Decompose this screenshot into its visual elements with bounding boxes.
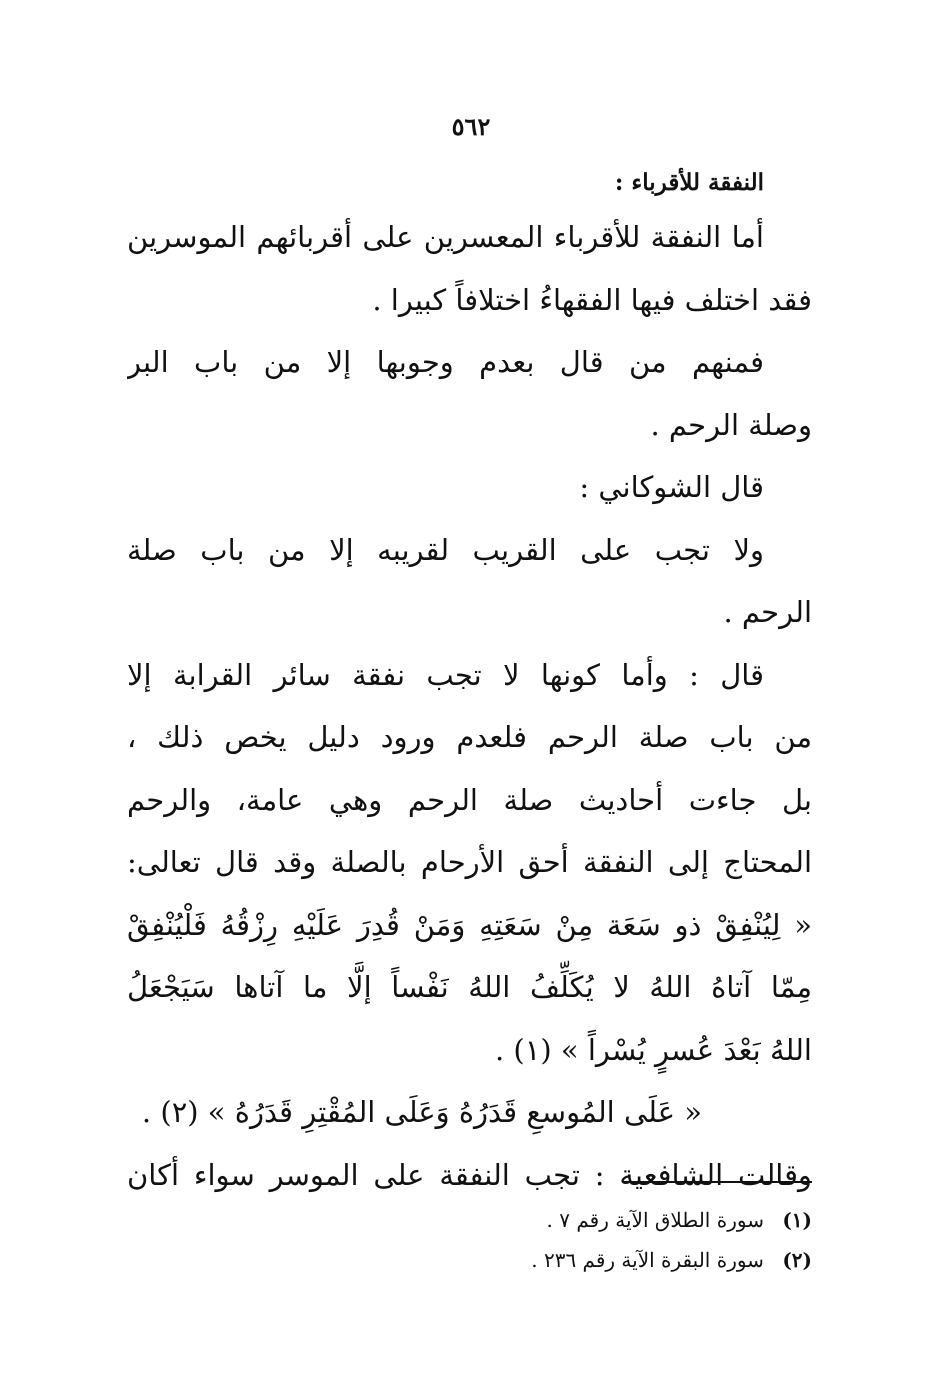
text-line: الرحم . bbox=[723, 595, 812, 629]
footnotes bbox=[127, 1200, 812, 1280]
text-line: قال الشوكاني : bbox=[579, 470, 764, 504]
text-line: وقالت الشافعية : تجب النفقة على الموسر سواء أكان bbox=[127, 1157, 812, 1192]
page-number: ٥٦٢ bbox=[451, 112, 491, 141]
footnote bbox=[127, 1240, 812, 1280]
text-line: المحتاج إلى النفقة أحق الأرحام بالصلة وقد قال تعالى: bbox=[127, 845, 812, 879]
text-line: وصلة الرحم . bbox=[650, 407, 812, 442]
text-line: ولا تجب على القريب لقريبه إلا من باب صلة bbox=[127, 532, 764, 567]
footnote-divider bbox=[624, 1181, 812, 1183]
footnote bbox=[127, 1200, 812, 1240]
quran-verse-line: « لِيُنْفِقْ ذو سَعَة مِنْ سَعَتِهِ وَمَنْ قُدِرَ عَلَيْهِ رِزْقُهُ فَلْيُنْفِقْ bbox=[127, 907, 812, 942]
footnote-number: (١) bbox=[782, 1208, 812, 1232]
text-line: بل جاءت أحاديث صلة الرحم وهي عامة، والرحم bbox=[127, 782, 812, 817]
footnote-text: سورة الطلاق الآية رقم ٧ . bbox=[546, 1208, 764, 1232]
text-line: من باب صلة الرحم فلعدم ورود دليل يخص ذلك ، bbox=[127, 720, 812, 754]
section-heading: النفقة للأقرباء : bbox=[614, 169, 764, 196]
quran-verse-line: مِمّا آتاهُ اللهُ لا يُكَلِّفُ اللهُ نَفْساً إلَّا ما آتاها سَيَجْعَلُ bbox=[127, 970, 812, 1004]
quran-verse-line: « عَلَى المُوسعِ قَدَرُهُ وَعَلَى المُقْتِرِ قَدَرُهُ » (٢) . bbox=[141, 1095, 702, 1129]
text-line: فقد اختلف فيها الفقهاءُ اختلافاً كبيرا . bbox=[372, 282, 812, 317]
text-line: أما النفقة للأقرباء المعسرين على أقربائهم الموسرين bbox=[127, 220, 764, 254]
text-line: قال : وأما كونها لا تجب نفقة سائر القرابة إلا bbox=[127, 657, 764, 692]
footnote-text: سورة البقرة الآية رقم ٢٣٦ . bbox=[531, 1248, 764, 1272]
main-text bbox=[127, 160, 812, 1206]
text-line: فمنهم من قال بعدم وجوبها إلا من باب البر bbox=[127, 345, 764, 379]
quran-verse-line: اللهُ بَعْدَ عُسرٍ يُسْراً » (١) . bbox=[495, 1032, 812, 1067]
footnote-number: (٢) bbox=[782, 1248, 812, 1272]
